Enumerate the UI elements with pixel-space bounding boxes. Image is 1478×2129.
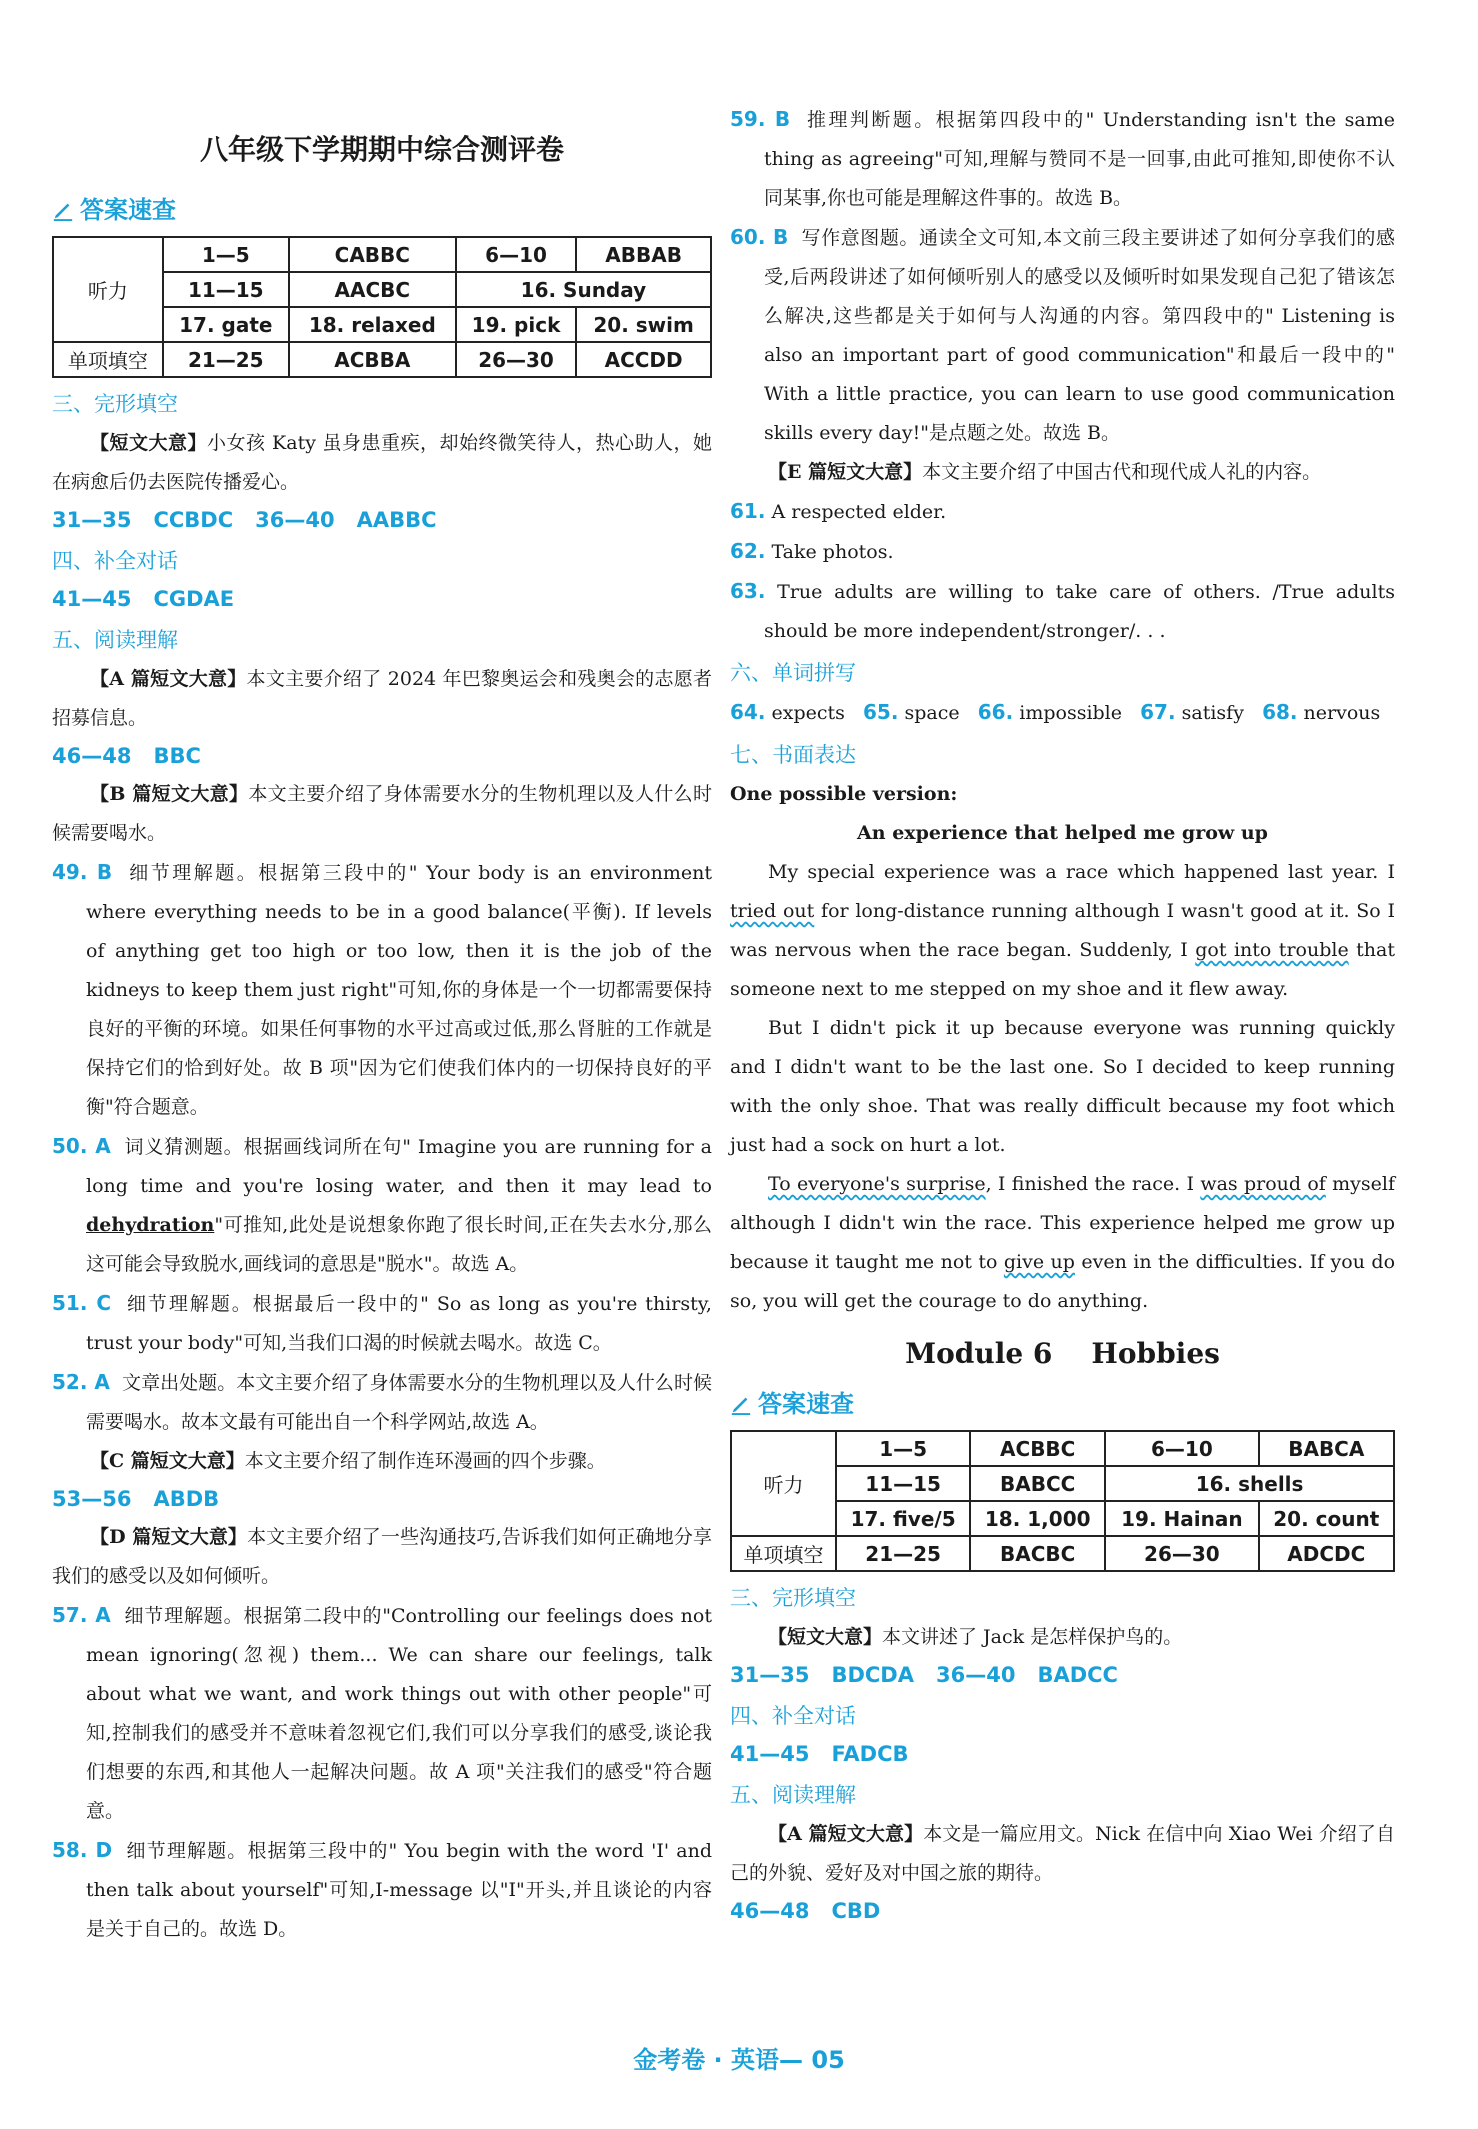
section-heading: 六、单词拼写	[730, 661, 856, 685]
question-57: 57. A 细节理解题。根据第二段中的"Controlling our feelings does not mean ignoring(忽视) them... We can share our feelings, talk about what we want, and work things out with other people"可知,控制我们的感受并不意味着忽视它们,我们可以分享我们的感受,谈论我们想要的东西,和其他人一起解决问题。故 A 项"关注我们的感受"符合题意。	[52, 1603, 712, 1822]
table-cell: ABBAB	[576, 237, 711, 272]
module-title: Module 6 Hobbies	[905, 1337, 1220, 1370]
essay-title: An experience that helped me grow up	[857, 822, 1268, 844]
table-cell: ACCDD	[576, 342, 711, 377]
summary: 【D 篇短文大意】本文主要介绍了一些沟通技巧,告诉我们如何正确地分享我们的感受以及如何倾听。	[52, 1526, 712, 1587]
question-58: 58. D 细节理解题。根据第三段中的" You begin with the word 'I' and then talk about yourself"可知,I-message 以"I"开头,并且谈论的内容是关于自己的。故选 D。	[52, 1838, 712, 1940]
section-heading: 三、完形填空	[52, 392, 178, 416]
version-label: One possible version:	[730, 783, 958, 805]
table-cell: 单项填空	[731, 1536, 836, 1571]
table-cell: 16. shells	[1105, 1466, 1394, 1501]
table-cell: CABBC	[289, 237, 456, 272]
section-heading: 四、补全对话	[52, 549, 178, 573]
answers-heading-label: 答案速查	[758, 1390, 854, 1418]
page-title: 八年级下学期期中综合测评卷	[199, 133, 564, 166]
summary: 【短文大意】小女孩 Katy 虽身患重疾，却始终微笑待人，热心助人，她在病愈后仍去医院传播爱心。	[52, 432, 712, 493]
answer-line: 31—35 CCBDC 36—40 AABBC	[52, 508, 437, 532]
section-heading: 五、阅读理解	[730, 1783, 856, 1807]
table-cell: BABCC	[970, 1466, 1105, 1501]
table-cell: 1—5	[163, 237, 289, 272]
answer-line: 46—48 BBC	[52, 744, 201, 768]
table-cell: ADCDC	[1259, 1536, 1394, 1571]
table-cell: 16. Sunday	[456, 272, 711, 307]
pencil-icon	[730, 1393, 752, 1415]
table-cell: 听力	[731, 1431, 836, 1536]
answer-line: 41—45 CGDAE	[52, 587, 235, 611]
table-cell: 17. five/5	[836, 1501, 970, 1536]
section-heading: 四、补全对话	[730, 1704, 856, 1728]
essay-paragraph: To everyone's surprise, I finished the race. I was proud of myself although I didn't win the race. This experience helped me grow up because it taught me not to give up even in the difficulties. If you do so, you will get the courage to do anything.	[730, 1173, 1396, 1312]
answers-heading	[52, 190, 712, 230]
essay-paragraph: My special experience was a race which happened last year. I tried out for long-distance running although I wasn't good at it. So I was nervous when the race began. Suddenly, I got into trouble that someone next to me stepped on my shoe and it flew away.	[730, 861, 1395, 1000]
summary: 【B 篇短文大意】本文主要介绍了身体需要水分的生物机理以及人什么时候需要喝水。	[52, 783, 712, 844]
section-heading: 三、完形填空	[730, 1586, 856, 1610]
question-50: 50. A 词义猜测题。根据画线词所在句" Imagine you are running for a long time and you're losing water, and then it may lead to dehydration"可推知,此处是说想象你跑了很长时间,正在失去水分,那么这可能会导致脱水,画线词的意思是"脱水"。故选 A。	[52, 1134, 712, 1275]
pencil-icon	[52, 199, 74, 221]
table-cell: 21—25	[163, 342, 289, 377]
table-cell: 11—15	[163, 272, 289, 307]
table-cell: 18. relaxed	[289, 307, 456, 342]
table-cell: 21—25	[836, 1536, 970, 1571]
summary: 【A 篇短文大意】本文是一篇应用文。Nick 在信中向 Xiao Wei 介绍了自己的外貌、爱好及对中国之旅的期待。	[730, 1823, 1395, 1884]
question-59: 59. B 推理判断题。根据第四段中的" Understanding isn't the same thing as agreeing"可知,理解与赞同不是一回事,由此可推知,即使你不认同某事,你也可能是理解这件事的。故选 B。	[730, 107, 1395, 209]
table-cell: 26—30	[1105, 1536, 1258, 1571]
summary: 【A 篇短文大意】本文主要介绍了 2024 年巴黎奥运会和残奥会的志愿者招募信息。	[52, 668, 712, 729]
answers-heading-label: 答案速查	[80, 196, 176, 224]
question-61: 61. A respected elder.	[730, 499, 947, 523]
table-cell: 听力	[53, 237, 163, 342]
page-footer: 金考卷 · 英语— 05	[633, 2046, 845, 2074]
answer-table-2	[730, 1430, 1395, 1572]
table-cell: BABCA	[1259, 1431, 1394, 1466]
right-column	[730, 100, 1395, 1930]
summary: 【C 篇短文大意】本文主要介绍了制作连环漫画的四个步骤。	[90, 1450, 606, 1472]
answer-line: 41—45 FADCB	[730, 1742, 909, 1766]
answers-heading	[730, 1384, 1395, 1424]
table-cell: BACBC	[970, 1536, 1105, 1571]
table-cell: 19. pick	[456, 307, 576, 342]
question-62: 62. Take photos.	[730, 539, 894, 563]
summary: 【短文大意】本文讲述了 Jack 是怎样保护鸟的。	[768, 1626, 1183, 1648]
answer-line: 53—56 ABDB	[52, 1487, 220, 1511]
table-cell: 11—15	[836, 1466, 970, 1501]
answer-table-1	[52, 236, 712, 378]
table-cell: 18. 1,000	[970, 1501, 1105, 1536]
table-cell: 单项填空	[53, 342, 163, 377]
question-51: 51. C 细节理解题。根据最后一段中的" So as long as you're thirsty, trust your body"可知,当我们口渴的时候就去喝水。故选 C。	[52, 1291, 712, 1354]
table-cell: 26—30	[456, 342, 576, 377]
table-cell: 20. swim	[576, 307, 711, 342]
table-cell: 20. count	[1259, 1501, 1394, 1536]
section-heading: 五、阅读理解	[52, 628, 178, 652]
question-60: 60. B 写作意图题。通读全文可知,本文前三段主要讲述了如何分享我们的感受,后两段讲述了如何倾听别人的感受以及倾听时如果发现自己犯了错该怎么解决,这些都是关于如何与人沟通的内容。第四段中的" Listening is also an important part of good communication"和最后一段中的" With a little practice, you can learn to use good communication skills every day!"是点题之处。故选 B。	[730, 225, 1395, 444]
question-52: 52. A 文章出处题。本文主要介绍了身体需要水分的生物机理以及人什么时候需要喝水。故本文最有可能出自一个科学网站,故选 A。	[52, 1370, 712, 1433]
summary: 【E 篇短文大意】本文主要介绍了中国古代和现代成人礼的内容。	[768, 461, 1322, 483]
table-cell: 6—10	[456, 237, 576, 272]
table-cell: AACBC	[289, 272, 456, 307]
answer-line: 31—35 BDCDA 36—40 BADCC	[730, 1663, 1118, 1687]
spelling-answers: 64. expects 65. space 66. impossible 67. satisfy 68. nervous	[730, 700, 1381, 724]
table-cell: 19. Hainan	[1105, 1501, 1258, 1536]
question-49: 49. B 细节理解题。根据第三段中的" Your body is an environment where everything needs to be in a good balance(平衡). If levels of anything get too high or too low, then it is the job of the kidneys to keep them just right"可知,你的身体是一个一切都需要保持良好的平衡的环境。如果任何事物的水平过高或过低,那么肾脏的工作就是保持它们的恰到好处。故 B 项"因为它们使我们体内的一切保持良好的平衡"符合题意。	[52, 860, 712, 1118]
table-cell: ACBBA	[289, 342, 456, 377]
table-cell: ACBBC	[970, 1431, 1105, 1466]
essay	[730, 853, 1395, 1321]
section-heading: 七、书面表达	[730, 743, 856, 767]
table-cell: 1—5	[836, 1431, 970, 1466]
question-63: 63. True adults are willing to take care of others. /True adults should be more independent/stronger/. . .	[730, 579, 1395, 642]
table-cell: 6—10	[1105, 1431, 1258, 1466]
table-cell: 17. gate	[163, 307, 289, 342]
left-column	[52, 100, 712, 1949]
answer-line: 46—48 CBD	[730, 1899, 881, 1923]
essay-paragraph: But I didn't pick it up because everyone was running quickly and I didn't want to be the last one. So I decided to keep running with the only shoe. That was really difficult because my foot which just had a sock on hurt a lot.	[730, 1017, 1395, 1156]
